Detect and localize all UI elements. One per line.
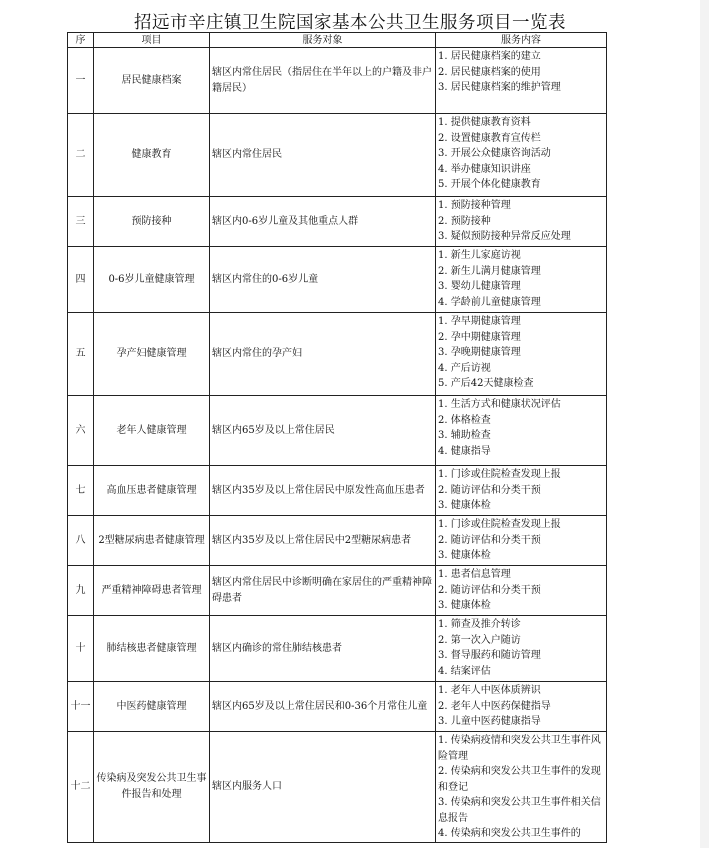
row-seq: 二 [68,114,94,197]
row-content [436,566,607,616]
table-row [68,197,607,247]
row-item: 0-6岁儿童健康管理 [94,247,210,313]
content-line: 5. 产后42天健康检查 [438,378,534,389]
content-line: 2. 预防接种 [438,215,491,227]
table-row [68,566,607,616]
content-line: 3. 孕晚期健康管理 [438,347,521,358]
content-line: 3. 健康体检 [438,500,491,511]
row-target: 辖区内常住的孕产妇 [210,313,436,396]
content-line: 2. 孕中期健康管理 [438,331,521,343]
content-line: 1. 筛查及推介转诊 [438,619,521,630]
row-seq: 五 [68,313,94,396]
content-line: 3. 婴幼儿健康管理 [438,281,521,292]
content-line: 1. 门诊或住院检查发现上报 [438,519,561,530]
row-content [436,466,607,516]
row-content [436,616,607,682]
content-line: 2. 传染病和突发公共卫生事件的发现和登记 [438,766,601,793]
table-row [68,682,607,732]
row-item: 孕产妇健康管理 [94,313,210,396]
row-seq: 三 [68,197,94,247]
content-line: 3. 疑似预防接种异常反应处理 [438,231,571,242]
row-item: 健康教育 [94,114,210,197]
table-body [68,48,607,843]
content-line: 4. 健康指导 [438,445,491,457]
content-line: 1. 传染病疫情和突发公共卫生事件风险管理 [438,735,601,762]
row-target: 辖区内常住居民中诊断明确在家居住的严重精神障碍患者 [210,566,436,616]
row-target: 辖区内0-6岁儿童及其他重点人群 [210,197,436,247]
row-target: 辖区内常住居民 [210,114,436,197]
row-content [436,247,607,313]
content-line: 1. 生活方式和健康状况评估 [438,399,561,410]
content-line: 2. 居民健康档案的使用 [438,66,541,78]
header-seq: 序 [68,33,94,48]
content-line: 4. 学龄前儿童健康管理 [438,296,541,308]
content-line: 3. 辅助检查 [438,430,491,441]
content-line: 3. 传染病和突发公共卫生事件相关信息报告 [438,797,601,824]
table-row [68,114,607,197]
table-row [68,396,607,466]
table-row [68,247,607,313]
content-line: 1. 居民健康档案的建立 [438,51,541,62]
row-content [436,48,607,114]
content-line: 4. 传染病和突发公共卫生事件的 [438,828,581,839]
row-seq: 八 [68,516,94,566]
content-line: 4. 结案评估 [438,665,491,677]
row-content [436,682,607,732]
table-row [68,732,607,843]
content-line: 1. 预防接种管理 [438,200,511,211]
header-content: 服务内容 [436,33,607,48]
row-item: 严重精神障碍患者管理 [94,566,210,616]
row-item: 高血压患者健康管理 [94,466,210,516]
table-row [68,313,607,396]
row-target: 辖区内35岁及以上常住居民中原发性高血压患者 [210,466,436,516]
row-target: 辖区内确诊的常住肺结核患者 [210,616,436,682]
row-target: 辖区内35岁及以上常住居民中2型糖尿病患者 [210,516,436,566]
content-line: 2. 体格检查 [438,414,491,426]
row-content [436,396,607,466]
row-seq: 十一 [68,682,94,732]
row-seq: 四 [68,247,94,313]
content-line: 3. 开展公众健康咨询活动 [438,148,551,159]
row-content [436,516,607,566]
page-title: 招远市辛庄镇卫生院国家基本公共卫生服务项目一览表 [134,13,566,33]
row-content [436,114,607,197]
header-target: 服务对象 [210,33,436,48]
content-line: 1. 提供健康教育资料 [438,117,531,128]
content-line: 1. 门诊或住院检查发现上报 [438,469,561,480]
row-seq: 七 [68,466,94,516]
content-line: 1. 患者信息管理 [438,569,511,580]
row-item: 传染病及突发公共卫生事件报告和处理 [94,732,210,843]
row-seq: 十二 [68,732,94,843]
content-line: 2. 新生儿满月健康管理 [438,265,541,277]
row-content [436,197,607,247]
row-item: 中医药健康管理 [94,682,210,732]
row-seq: 九 [68,566,94,616]
row-seq: 十 [68,616,94,682]
table-row [68,48,607,114]
content-line: 2. 第一次入户随访 [438,634,521,646]
row-target: 辖区内65岁及以上常住居民 [210,396,436,466]
content-line: 3. 居民健康档案的维护管理 [438,82,561,93]
row-seq: 六 [68,396,94,466]
row-content [436,732,607,843]
content-line: 3. 健康体检 [438,550,491,561]
content-line: 2. 设置健康教育宣传栏 [438,132,541,144]
row-target: 辖区内服务人口 [210,732,436,843]
content-line: 3. 儿童中医药健康指导 [438,716,541,727]
row-target: 辖区内常住的0-6岁儿童 [210,247,436,313]
row-item: 2型糖尿病患者健康管理 [94,516,210,566]
table-row [68,466,607,516]
content-line: 5. 开展个体化健康教育 [438,179,541,190]
content-line: 3. 健康体检 [438,600,491,611]
row-item: 肺结核患者健康管理 [94,616,210,682]
row-item: 预防接种 [94,197,210,247]
content-line: 1. 孕早期健康管理 [438,316,521,327]
content-line: 2. 随访评估和分类干预 [438,534,541,546]
header-row [68,33,607,48]
row-item: 老年人健康管理 [94,396,210,466]
content-line: 3. 督导服药和随访管理 [438,650,541,661]
content-line: 1. 新生儿家庭访视 [438,250,521,261]
row-target: 辖区内常住居民（指居住在半年以上的户籍及非户籍居民） [210,48,436,114]
content-line: 4. 产后访视 [438,362,491,374]
table-row [68,516,607,566]
content-line: 2. 随访评估和分类干预 [438,484,541,496]
content-line: 2. 随访评估和分类干预 [438,584,541,596]
content-line: 4. 举办健康知识讲座 [438,163,531,175]
row-target: 辖区内65岁及以上常住居民和0-36个月常住儿童 [210,682,436,732]
table-row [68,616,607,682]
row-seq: 一 [68,48,94,114]
header-item: 项目 [94,33,210,48]
content-line: 1. 老年人中医体质辨识 [438,685,541,696]
row-content [436,313,607,396]
row-item: 居民健康档案 [94,48,210,114]
services-table [67,32,607,843]
content-line: 2. 老年人中医药保健指导 [438,700,551,712]
